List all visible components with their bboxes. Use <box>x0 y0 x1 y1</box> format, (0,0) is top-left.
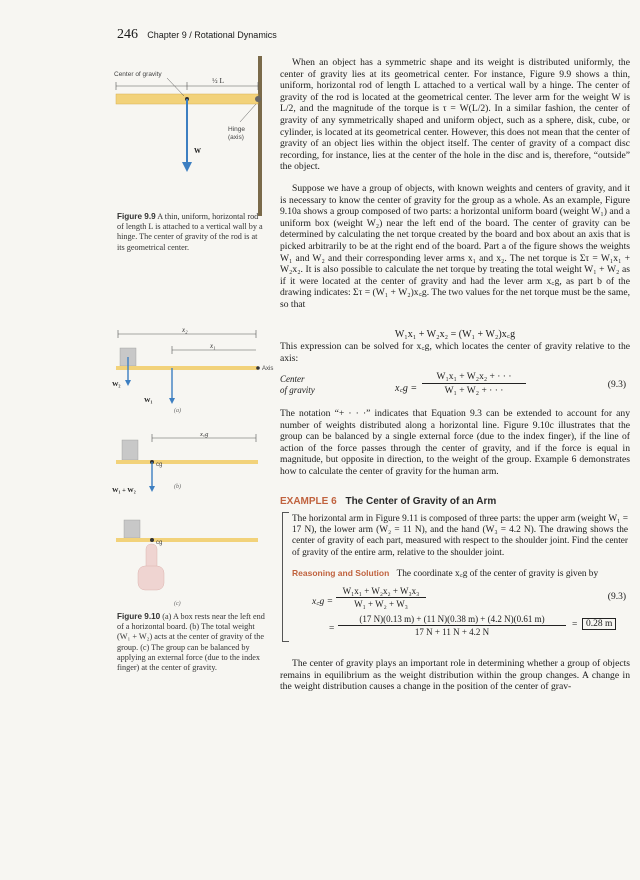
figure-9-9-caption <box>117 212 265 253</box>
board-a <box>116 366 258 370</box>
svg-text:cg: cg <box>156 462 163 468</box>
eq93-denominator: W₁ + W₂ + · · · <box>444 386 504 396</box>
example-tag: EXAMPLE 6 <box>280 496 337 507</box>
paragraph-2: Suppose we have a group of objects, with known weights and centers of gravity, and it is necessary to know the center of gravity for the group as a whole. As an example, Figure 9.10a shows a group composed of two parts: a horizontal uniform board (weight W₁) and a uniform box (weight W₂) near the left end of the board. The center of gravity can be determined by calculating the net torque created by the board and box about an axis that is picked arbitrarily to be at the right end of the board. Part a of the figure shows the weights W₁ and W₂ and their corresponding lever arms x₁ and x₂. The net torque is Στ = W₁x₁ + W₂x₂. It is also possible to calculate the net torque by treating the total weight W₁ + W₂ as if it were located at the center of gravity and had the lever arm x꜀g, as part b of the drawing indicates: Στ = (W₁ + W₂)x꜀g. The two values for the net torque must be the same, so that <box>280 183 630 310</box>
example-equation: x꜀g = W₁x₁ + W₂x₂ + W₃x₃ W₁ + W₂ + W₃ (9.3) = (17 N)(0.13 m) + (11 N)(0.38 m) + (4.2 N)(0.61 m) 17 N + 11 N + 4.2 N = 0.28 m <box>312 586 626 637</box>
svg-text:Axis: Axis <box>262 366 274 372</box>
axis-label: (axis) <box>228 134 244 141</box>
chapter-title: Chapter 9 / Rotational Dynamics <box>147 30 277 40</box>
board-c <box>116 538 258 542</box>
board-b <box>116 460 258 464</box>
page-number: 246 <box>117 27 138 42</box>
svg-text:(a): (a) <box>174 408 181 414</box>
svg-text:(b): (b) <box>174 484 181 490</box>
reasoning-line: Reasoning and Solution The coordinate x꜀g of the center of gravity is given by <box>292 568 599 579</box>
example-bracket <box>282 512 289 642</box>
equation-9-3 <box>280 370 630 404</box>
svg-text:W₁ + W₂: W₁ + W₂ <box>112 487 136 494</box>
equation-torque: W₁x₁ + W₂x₂ = (W₁ + W₂)x꜀g <box>394 329 516 340</box>
wall <box>258 56 262 216</box>
page-header <box>117 26 277 43</box>
eq93-numerator: W₁x₁ + W₂x₂ + · · · <box>422 372 526 384</box>
example-body: The horizontal arm in Figure 9.11 is composed of three parts: the upper arm (weight W₁ = 17 N), the lower arm (W₂ = 11 N), and the hand (W₃ = 4.2 N). The drawing shows the center of gravity of each part, measured with respect to the shoulder joint. Find the center of gravity of the entire arm, relative to the shoulder joint. <box>292 514 628 558</box>
w-label: W <box>194 147 201 155</box>
index-finger-icon <box>138 544 164 590</box>
caption-text: (a) A box rests near the left end of a horizontal board. (b) The total weight (W₁ + W₂) acts at the center of gravity of the group. (c) The group can be balanced by applying an external force (due to the index finger) at the center of gravity. <box>117 612 265 673</box>
svg-text:x₁: x₁ <box>210 342 216 350</box>
reasoning-heading: Reasoning and Solution <box>292 568 390 578</box>
svg-text:cg: cg <box>156 540 163 546</box>
paragraph-3: This expression can be solved for x꜀g, which locates the center of gravity relative to the axis: <box>280 341 630 364</box>
weight-arrowhead <box>182 162 192 172</box>
figure-9-10-caption <box>117 612 267 673</box>
svg-text:W₂: W₂ <box>112 381 121 388</box>
caption-number: Figure 9.9 <box>117 212 156 221</box>
example-heading: The Center of Gravity of an Arm <box>345 496 497 507</box>
figure-9-9 <box>112 56 272 216</box>
eq93-number: (9.3) <box>607 380 626 390</box>
eq93-lhs: x꜀g = <box>395 383 418 394</box>
svg-text:(c): (c) <box>174 601 181 607</box>
eq93-fraction <box>422 372 526 396</box>
paragraph-4: The notation “+ · · ·” indicates that Equation 9.3 can be extended to account for any number of weights distributed along a horizontal line. Figure 9.10c illustrates that the group can be balanced by a single external force (due to the index finger), if the line of action of the force passes through the center of gravity, and if the force is equal in magnitude, but opposite in direction, to the weight of the group. Example 6 demonstrates how to calculate the center of gravity for the human arm. <box>280 408 630 477</box>
hinge-leader <box>240 104 256 122</box>
cog-leader <box>167 78 184 96</box>
closing-paragraph: The center of gravity plays an important role in determining whether a group of objects remains in equilibrium as the weight distribution within the group changes. A change in the weight distribution causes a change in the position of the center of grav- <box>280 658 630 693</box>
svg-text:W₁: W₁ <box>144 397 153 404</box>
result-box: 0.28 m <box>582 618 616 630</box>
axis-point <box>256 366 260 370</box>
cog-side-label: Center of gravity <box>280 374 315 395</box>
svg-text:x₂: x₂ <box>182 326 188 334</box>
half-L-label: ½ L <box>212 76 225 85</box>
caption-text: A thin, uniform, horizontal rod of length L is attached to a vertical wall by a hinge. The center of gravity of the rod is at its geometrical center. <box>117 212 263 252</box>
caption-number: Figure 9.10 <box>117 612 161 621</box>
example-title <box>280 496 496 507</box>
figure-9-10 <box>112 320 272 610</box>
svg-text:x꜀g: x꜀g <box>200 431 209 438</box>
cg-point-c <box>150 538 154 542</box>
box-c <box>124 520 140 538</box>
box-b <box>122 440 138 460</box>
cog-label: Center of gravity <box>114 71 162 78</box>
hinge <box>255 96 261 102</box>
paragraph-1: When an object has a symmetric shape and its weight is distributed uniformly, the center of gravity lies at its geometrical center. For instance, Figure 9.9 shows a thin, uniform, horizontal rod of length L attached to a vertical wall by a hinge. The center of gravity of the rod is located at the geometrical center. The lever arm for the weight W is L/2, and the magnitude of the torque is τ = W(L/2). In a similar fashion, the center of gravity of any symmetrically shaped and uniform object, such as a sphere, disk, cube, or cylinder, is located at its geometrical center. However, this does not mean that the center of gravity of an object lies within the object itself. The center of gravity of a compact disc recording, for instance, lies at the center of the hole in the disc and is, therefore, “outside” the object. <box>280 57 630 173</box>
hinge-label: Hinge <box>228 126 245 133</box>
